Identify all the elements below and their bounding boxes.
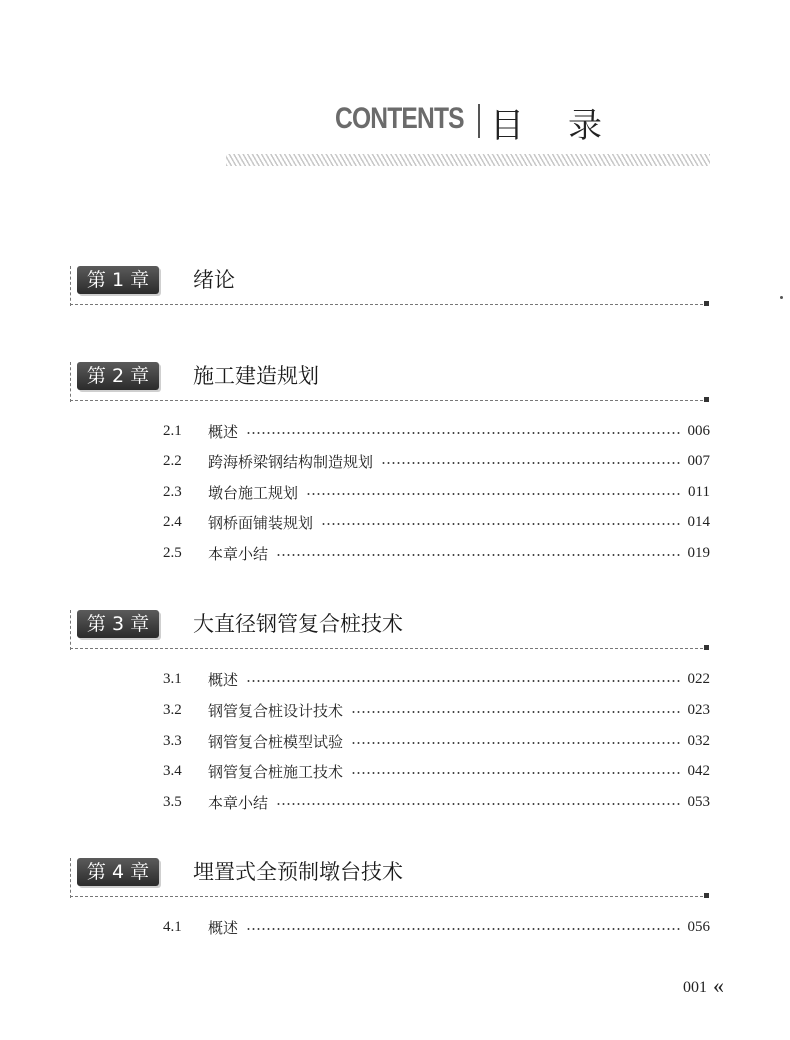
chapter-rule-end — [704, 397, 709, 402]
entry-title: 本章小结 — [208, 544, 269, 563]
toc-entry[interactable] — [163, 542, 710, 564]
toc-entry[interactable] — [163, 450, 710, 472]
dot-leader — [276, 554, 679, 556]
chapter-badge: 第 3 章 — [77, 610, 159, 638]
chapter-title[interactable]: 埋置式全预制墩台技术 — [193, 860, 403, 884]
entry-number: 3.1 — [163, 670, 182, 687]
toc-entry[interactable] — [163, 481, 710, 503]
entry-page: 022 — [687, 670, 710, 687]
contents-word: CONTENTS — [335, 102, 464, 135]
chapter-tick — [70, 362, 71, 402]
page-title: 目录 — [490, 106, 646, 146]
dot-leader — [246, 680, 679, 682]
toc-entry[interactable] — [163, 668, 710, 690]
entry-page: 023 — [687, 701, 710, 718]
chapter-badge: 第 2 章 — [77, 362, 159, 390]
entry-number: 3.2 — [163, 701, 182, 718]
entry-title: 钢管复合桩模型试验 — [208, 732, 344, 751]
toc-entry[interactable] — [163, 730, 710, 752]
dot-leader — [246, 928, 679, 930]
dot-leader — [381, 462, 679, 464]
dot-leader — [351, 711, 679, 713]
decorative-hatch-band — [226, 154, 710, 166]
dot-leader — [276, 803, 679, 805]
chapter-rule — [70, 304, 708, 305]
dot-leader — [351, 772, 679, 774]
chapter-rule-end — [704, 301, 709, 306]
toc-entry[interactable] — [163, 420, 710, 442]
chapter-title[interactable]: 大直径钢管复合桩技术 — [193, 612, 403, 636]
entry-title: 概述 — [208, 670, 239, 689]
entry-page: 011 — [688, 483, 710, 500]
chapter-title[interactable]: 绪论 — [193, 268, 235, 292]
entry-title: 钢管复合桩施工技术 — [208, 762, 344, 781]
chapter-rule — [70, 648, 708, 649]
entry-number: 2.1 — [163, 422, 182, 439]
entry-title: 墩台施工规划 — [208, 483, 299, 502]
entry-page: 014 — [687, 513, 710, 530]
dot-leader — [306, 493, 680, 495]
toc-entry[interactable] — [163, 760, 710, 782]
page-number: 001 — [683, 979, 707, 996]
toc-entry[interactable] — [163, 916, 710, 938]
entry-page: 042 — [687, 762, 710, 779]
contents-header — [0, 96, 790, 176]
entry-title: 跨海桥梁钢结构制造规划 — [208, 452, 374, 471]
scan-speck — [780, 296, 783, 299]
toc-entry[interactable] — [163, 511, 710, 533]
chapter-rule-end — [704, 645, 709, 650]
chapter-tick — [70, 266, 71, 306]
entry-page: 053 — [687, 793, 710, 810]
toc-entry[interactable] — [163, 791, 710, 813]
entry-number: 3.5 — [163, 793, 182, 810]
toc-entry[interactable] — [163, 699, 710, 721]
entry-title: 钢桥面铺装规划 — [208, 513, 314, 532]
entry-number: 2.5 — [163, 544, 182, 561]
entry-number: 2.4 — [163, 513, 182, 530]
entry-title: 钢管复合桩设计技术 — [208, 701, 344, 720]
entry-page: 032 — [687, 732, 710, 749]
entry-page: 006 — [687, 422, 710, 439]
page-footer — [683, 972, 724, 998]
chapter-rule — [70, 400, 708, 401]
entry-page: 019 — [687, 544, 710, 561]
double-chevron-left-icon: « — [713, 973, 724, 998]
chapter-rule-end — [704, 893, 709, 898]
chapter-tick — [70, 610, 71, 650]
entry-title: 概述 — [208, 918, 239, 937]
chapter-title[interactable]: 施工建造规划 — [193, 364, 319, 388]
entry-page: 007 — [687, 452, 710, 469]
chapter-badge: 第 1 章 — [77, 266, 159, 294]
entry-number: 3.4 — [163, 762, 182, 779]
chapter-rule — [70, 896, 708, 897]
dot-leader — [321, 523, 679, 525]
title-divider — [478, 104, 480, 138]
entry-number: 4.1 — [163, 918, 182, 935]
entry-number: 2.2 — [163, 452, 182, 469]
chapter-tick — [70, 858, 71, 898]
dot-leader — [351, 742, 679, 744]
chapter-badge: 第 4 章 — [77, 858, 159, 886]
entry-page: 056 — [687, 918, 710, 935]
dot-leader — [246, 432, 679, 434]
entry-title: 概述 — [208, 422, 239, 441]
entry-title: 本章小结 — [208, 793, 269, 812]
entry-number: 3.3 — [163, 732, 182, 749]
entry-number: 2.3 — [163, 483, 182, 500]
